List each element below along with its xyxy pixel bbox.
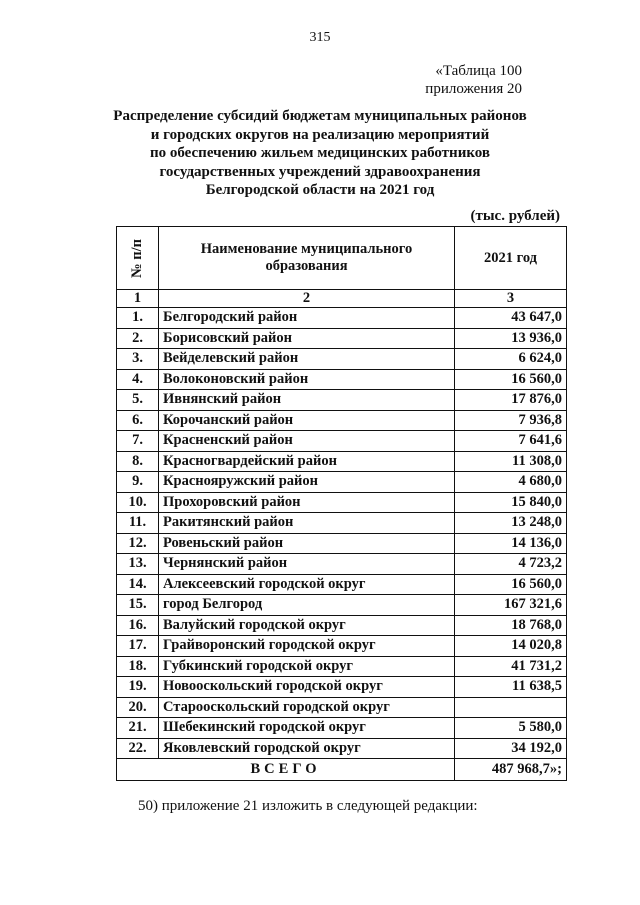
row-number: 18. [117, 656, 159, 677]
table-row [117, 431, 567, 452]
row-value: 4 723,2 [455, 554, 567, 575]
row-value: 4 680,0 [455, 472, 567, 493]
row-name: Корочанский район [159, 410, 455, 431]
row-number: 21. [117, 718, 159, 739]
row-name: Новооскольский городской округ [159, 677, 455, 698]
title-line: государственных учреждений здравоохранения [159, 163, 481, 180]
table-row [117, 697, 567, 718]
table-row [117, 472, 567, 493]
header-row [117, 227, 567, 290]
table-row [117, 656, 567, 677]
table-row [117, 615, 567, 636]
table-row [117, 349, 567, 370]
column-index: 1 [117, 290, 159, 308]
table-row [117, 738, 567, 759]
row-number: 2. [117, 328, 159, 349]
row-name: Губкинский городской округ [159, 656, 455, 677]
table-row [117, 308, 567, 329]
table-body [117, 308, 567, 759]
row-name: Ивнянский район [159, 390, 455, 411]
column-index: 3 [455, 290, 567, 308]
footer-text: 50) приложение 21 изложить в следующей редакции: [138, 798, 478, 814]
header-name: Наименование муниципального образования [159, 227, 455, 290]
total-value: 487 968,7»; [455, 759, 567, 781]
table-row [117, 369, 567, 390]
row-value: 43 647,0 [455, 308, 567, 329]
table-reference-line2: приложения 20 [425, 81, 522, 97]
row-number: 14. [117, 574, 159, 595]
title-line: Белгородской области на 2021 год [205, 182, 435, 198]
table-row [117, 574, 567, 595]
row-name: Вейделевский район [159, 349, 455, 370]
row-number: 20. [117, 697, 159, 718]
row-value: 17 876,0 [455, 390, 567, 411]
row-number: 17. [117, 636, 159, 657]
row-number: 15. [117, 595, 159, 616]
row-name: Краснояружский район [159, 472, 455, 493]
column-index: 2 [159, 290, 455, 308]
row-name: Алексеевский городской округ [159, 574, 455, 595]
table-reference-line1: «Таблица 100 [435, 63, 522, 79]
row-number: 4. [117, 369, 159, 390]
title-line: и городских округов на реализацию мероприятий [150, 126, 490, 143]
row-value [455, 697, 567, 718]
row-value: 16 560,0 [455, 369, 567, 390]
row-number: 11. [117, 513, 159, 534]
table-row [117, 410, 567, 431]
row-number: 19. [117, 677, 159, 698]
table-row [117, 718, 567, 739]
row-value: 7 936,8 [455, 410, 567, 431]
table-row [117, 595, 567, 616]
row-name: Прохоровский район [159, 492, 455, 513]
total-label: ВСЕГО [117, 759, 455, 781]
table-reference [425, 62, 522, 98]
row-number: 12. [117, 533, 159, 554]
table-row [117, 636, 567, 657]
table-row [117, 390, 567, 411]
subsidy-table [116, 226, 567, 781]
row-name: Волоконовский район [159, 369, 455, 390]
title-line: Распределение субсидий бюджетам муниципальных районов [113, 108, 527, 124]
page-number: 315 [309, 30, 331, 45]
row-value: 167 321,6 [455, 595, 567, 616]
table-row [117, 533, 567, 554]
row-number: 7. [117, 431, 159, 452]
row-name: Красненский район [159, 431, 455, 452]
table-row [117, 492, 567, 513]
table-row [117, 328, 567, 349]
total-row [117, 759, 567, 781]
row-value: 18 768,0 [455, 615, 567, 636]
row-number: 22. [117, 738, 159, 759]
row-value: 7 641,6 [455, 431, 567, 452]
table-row [117, 677, 567, 698]
row-value: 14 136,0 [455, 533, 567, 554]
row-value: 11 308,0 [455, 451, 567, 472]
row-name: Ровеньский район [159, 533, 455, 554]
document-title [100, 107, 540, 200]
header-num-label: № п/п [129, 238, 145, 278]
row-number: 3. [117, 349, 159, 370]
row-value: 16 560,0 [455, 574, 567, 595]
row-name: Чернянский район [159, 554, 455, 575]
row-value: 15 840,0 [455, 492, 567, 513]
row-name: Старооскольский городской округ [159, 697, 455, 718]
row-value: 13 936,0 [455, 328, 567, 349]
row-name: Борисовский район [159, 328, 455, 349]
row-number: 9. [117, 472, 159, 493]
table-row [117, 451, 567, 472]
row-name: Ракитянский район [159, 513, 455, 534]
table-row [117, 554, 567, 575]
row-name: Грайворонский городской округ [159, 636, 455, 657]
row-value: 41 731,2 [455, 656, 567, 677]
row-number: 13. [117, 554, 159, 575]
header-year: 2021 год [455, 227, 567, 290]
header-num [117, 227, 159, 290]
row-name: Валуйский городской округ [159, 615, 455, 636]
row-number: 5. [117, 390, 159, 411]
row-name: Шебекинский городской округ [159, 718, 455, 739]
row-name: Красногвардейский район [159, 451, 455, 472]
row-name: город Белгород [159, 595, 455, 616]
row-value: 11 638,5 [455, 677, 567, 698]
row-number: 6. [117, 410, 159, 431]
units-label: (тыс. рублей) [470, 208, 560, 224]
row-number: 1. [117, 308, 159, 329]
row-value: 13 248,0 [455, 513, 567, 534]
row-value: 14 020,8 [455, 636, 567, 657]
row-value: 5 580,0 [455, 718, 567, 739]
row-value: 34 192,0 [455, 738, 567, 759]
row-name: Белгородский район [159, 308, 455, 329]
column-index-row [117, 290, 567, 308]
row-number: 10. [117, 492, 159, 513]
row-name: Яковлевский городской округ [159, 738, 455, 759]
row-number: 16. [117, 615, 159, 636]
row-number: 8. [117, 451, 159, 472]
title-line: по обеспечению жильем медицинских работников [149, 145, 491, 161]
row-value: 6 624,0 [455, 349, 567, 370]
table-row [117, 513, 567, 534]
